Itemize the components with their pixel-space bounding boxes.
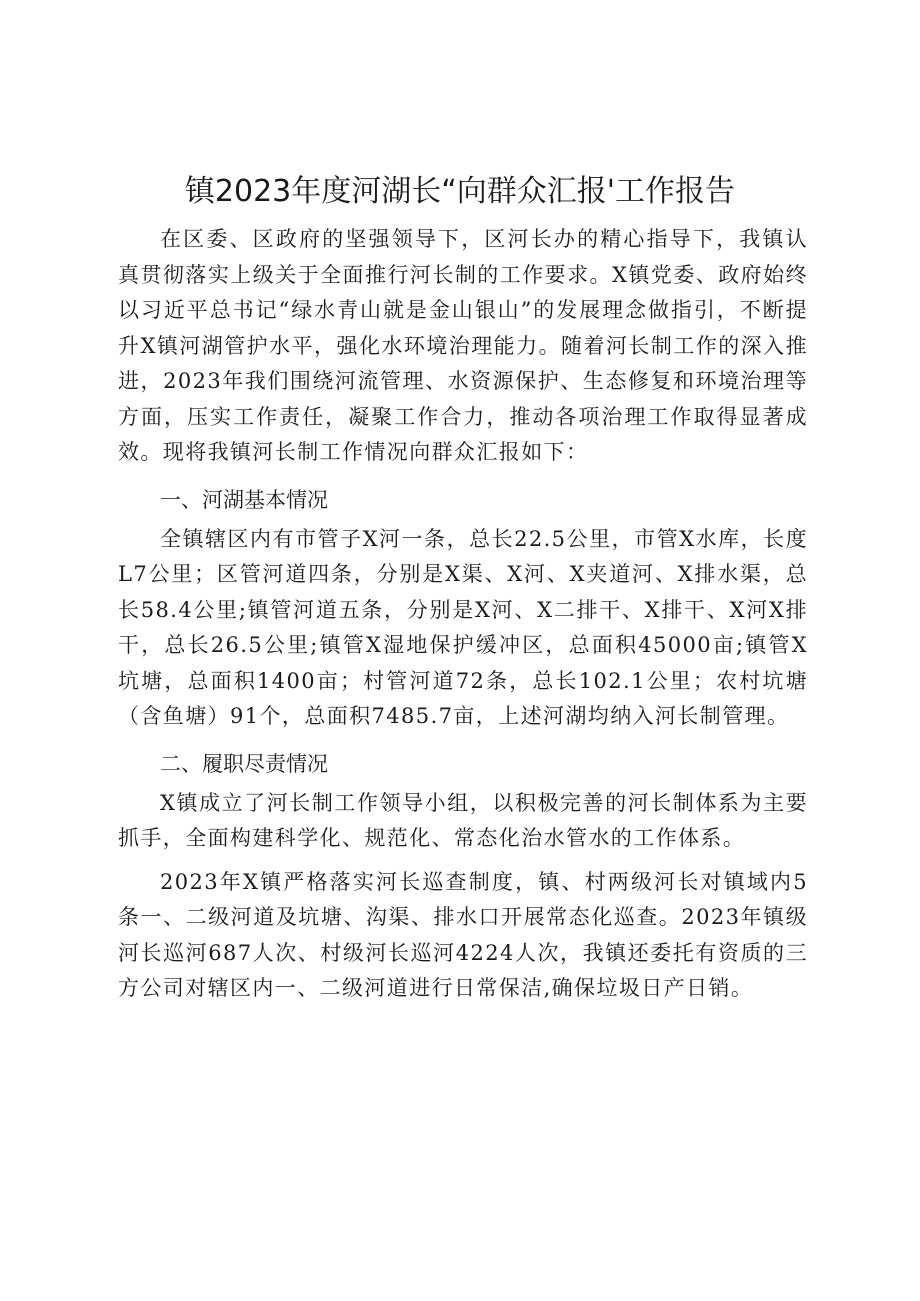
duties-paragraph-1: X镇成立了河长制工作领导小组，以积极完善的河长制体系为主要抓手，全面构建科学化、规范化、常态化治水管水的工作体系。 [118, 790, 808, 850]
document-body [118, 222, 808, 1007]
spacer [118, 471, 808, 479]
spacer [118, 735, 808, 743]
section-heading-basic-info: 一、河湖基本情况 [160, 487, 328, 512]
intro-paragraph: 在区委、区政府的坚强领导下，区河长办的精心指导下，我镇认真贯彻落实上级关于全面推行河长制的工作要求。X镇党委、政府始终以习近平总书记“绿水青山就是金山银山”的发展理念做指引，不断提升X镇河湖管护水平，强化水环境治理能力。随着河长制工作的深入推进，2023年我们围绕河流管理、水资源保护、生态修复和环境治理等方面，压实工作责任，凝聚工作合力，推动各项治理工作取得显著成效。现将我镇河长制工作情况向群众汇报如下： [118, 227, 808, 464]
spacer [118, 857, 808, 865]
basic-info-paragraph: 全镇辖区内有市管子X河一条，总长22.5公里，市管X水库，长度L7公里；区管河道四条，分别是X渠、X河、X夹道河、X排水渠，总长58.4公里;镇管河道五条，分别是X河、X二排干、X排干、X河X排干，总长26.5公里;镇管X湿地保护缓冲区，总面积45000亩;镇管X坑塘，总面积1400亩；村管河道72条，总长102.1公里；农村坑塘（含鱼塘）91个，总面积7485.7亩，上述河湖均纳入河长制管理。 [118, 526, 808, 728]
section-heading-duties: 二、履职尽责情况 [160, 751, 328, 776]
document-title: 镇2023年度河湖长“向群众汇报'工作报告 [184, 174, 736, 209]
duties-paragraph-2: 2023年X镇严格落实河长巡查制度，镇、村两级河长对镇域内5条一、二级河道及坑塘、沟渠、排水口开展常态化巡查。2023年镇级河长巡河687人次、村级河长巡河4224人次，我镇还委托有资质的三方公司对辖区内一、二级河道进行日常保洁,确保垃圾日产日销。 [118, 869, 808, 1000]
